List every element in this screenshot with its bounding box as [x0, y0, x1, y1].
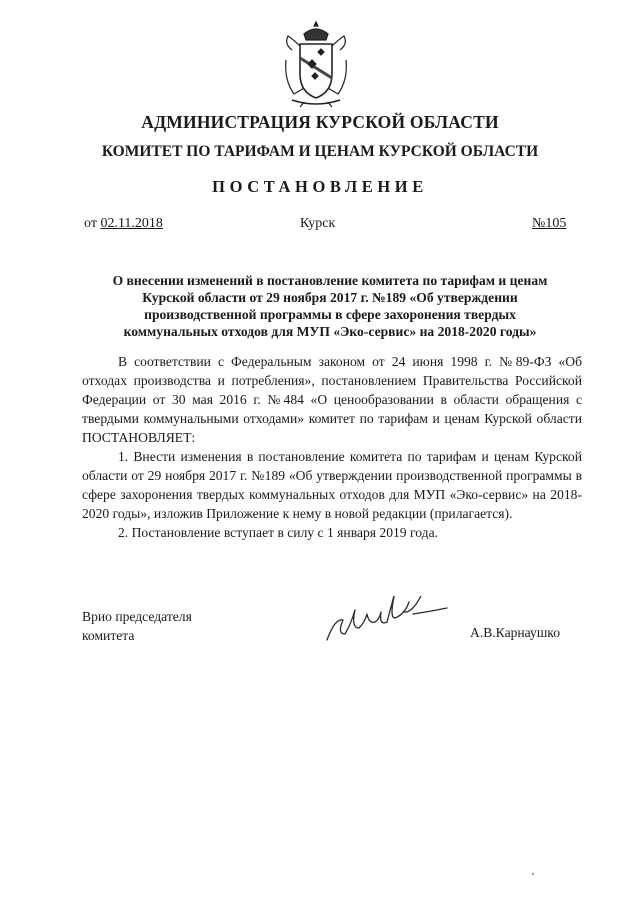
- document-body: [82, 352, 582, 542]
- administration-heading: АДМИНИСТРАЦИЯ КУРСКОЙ ОБЛАСТИ: [141, 112, 499, 132]
- signer-position: [82, 607, 192, 645]
- title-line: Курской области от 29 ноября 2017 г. №189 «Об утверждении: [142, 290, 518, 305]
- committee-heading: КОМИТЕТ ПО ТАРИФАМ И ЦЕНАМ КУРСКОЙ ОБЛАСТИ: [101, 143, 539, 160]
- handwritten-signature: [325, 596, 460, 646]
- scan-speck: [532, 873, 534, 875]
- signer-position-line: Врио председателя: [82, 609, 192, 624]
- document-title: [82, 272, 578, 340]
- coat-of-arms-icon: [282, 20, 350, 108]
- document-number: №105: [532, 216, 567, 231]
- signer-name: А.В.Карнаушко: [470, 625, 560, 640]
- body-paragraph: В соответствии с Федеральным законом от 24 июня 1998 г. №89-ФЗ «Об отходах производства и потребления», постановлением Правительства Российской Федерации от 30 мая 2016 г. №484 «О ценообразовании в области обращения с твердыми коммунальными отходами» комитет по тарифам и ценам Курской области ПОСТАНОВЛЯЕТ:: [82, 354, 582, 445]
- date-prefix: от: [84, 216, 97, 231]
- title-line: О внесении изменений в постановление комитета по тарифам и ценам: [112, 273, 548, 288]
- document-type-heading: ПОСТАНОВЛЕНИЕ: [212, 177, 428, 196]
- body-paragraph: 2. Постановление вступает в силу с 1 января 2019 года.: [118, 525, 438, 540]
- title-line: производственной программы в сфере захоронения твердых: [144, 307, 516, 322]
- signer-position-line: комитета: [82, 628, 135, 643]
- document-city: Курск: [300, 216, 336, 231]
- title-line: коммунальных отходов для МУП «Эко-сервис» на 2018-2020 годы»: [123, 324, 537, 339]
- body-paragraph: 1. Внести изменения в постановление комитета по тарифам и ценам Курской области от 29 ноября 2017 г. №189 «Об утверждении производственной программы в сфере захоронения твердых коммунальных отходов для МУП «Эко-сервис» на 2018-2020 годы», изложив Приложение к нему в новой редакции (прилагается).: [82, 449, 582, 521]
- date-value: 02.11.2018: [100, 216, 163, 231]
- document-date: [84, 216, 163, 232]
